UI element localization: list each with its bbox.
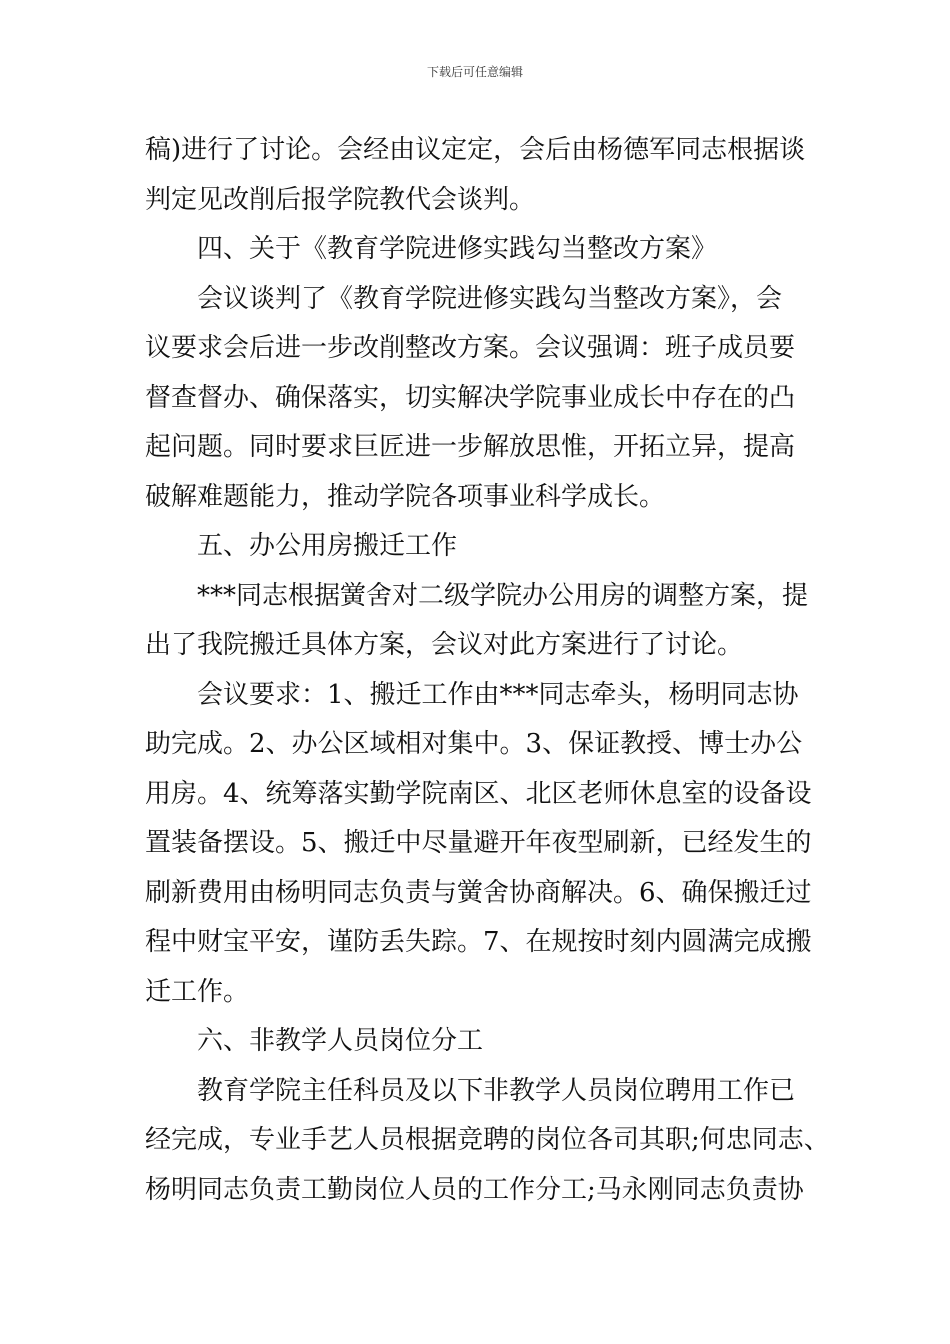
section-heading: 六、非教学人员岗位分工 <box>197 1026 484 1056</box>
text-line: 用房。4、统筹落实勤学院南区、北区老师休息室的设备设 <box>145 778 812 809</box>
text-line: 破解难题能力，推动学院各项事业科学成长。 <box>145 481 666 512</box>
text-line: 出了我院搬迁具体方案，会议对此方案进行了讨论。 <box>145 630 744 660</box>
text-line: 议要求会后进一步改削整改方案。会议强调：班子成员要 <box>145 333 796 363</box>
document-body <box>145 126 830 1215</box>
text-line: 置装备摆设。5、搬迁中尽量避开年夜型刷新，已经发生的 <box>145 828 812 858</box>
text-line: 判定见改削后报学院教代会谈判。 <box>145 184 536 215</box>
text-line: 督查督办、确保落实，切实解决学院事业成长中存在的凸 <box>145 382 796 413</box>
text-line: 会议谈判了《教育学院进修实践勾当整改方案》，会 <box>197 283 783 314</box>
text-line: ***同志根据黉舍对二级学院办公用房的调整方案，提 <box>197 580 809 611</box>
text-line: 助完成。2、办公区域相对集中。3、保证教授、博士办公 <box>145 729 803 759</box>
text-line: 杨明同志负责工勤岗位人员的工作分工;马永刚同志负责协 <box>145 1174 804 1205</box>
text-line: 程中财宝平安，谨防丢失踪。7、在规按时刻内圆满完成搬 <box>145 927 812 957</box>
text-line: 刷新费用由杨明同志负责与黉舍协商解决。6、确保搬迁过 <box>145 877 812 908</box>
section-heading: 四、关于《教育学院进修实践勾当整改方案》 <box>197 234 718 264</box>
page-header-note: 下载后可任意编辑 <box>426 65 523 79</box>
text-line: 稿)进行了讨论。会经由议定定，会后由杨德军同志根据谈 <box>145 135 806 165</box>
text-line: 经完成，专业手艺人员根据竞聘的岗位各司其职;何忠同志、 <box>145 1125 830 1155</box>
text-line: 迁工作。 <box>145 976 250 1007</box>
text-line: 起问题。同时要求巨匠进一步解放思惟，开拓立异，提高 <box>145 432 796 462</box>
section-heading: 五、办公用房搬迁工作 <box>197 531 458 561</box>
text-line: 教育学院主任科员及以下非教学人员岗位聘用工作已 <box>197 1075 796 1106</box>
text-line: 会议要求：1、搬迁工作由***同志牵头，杨明同志协 <box>197 679 799 710</box>
